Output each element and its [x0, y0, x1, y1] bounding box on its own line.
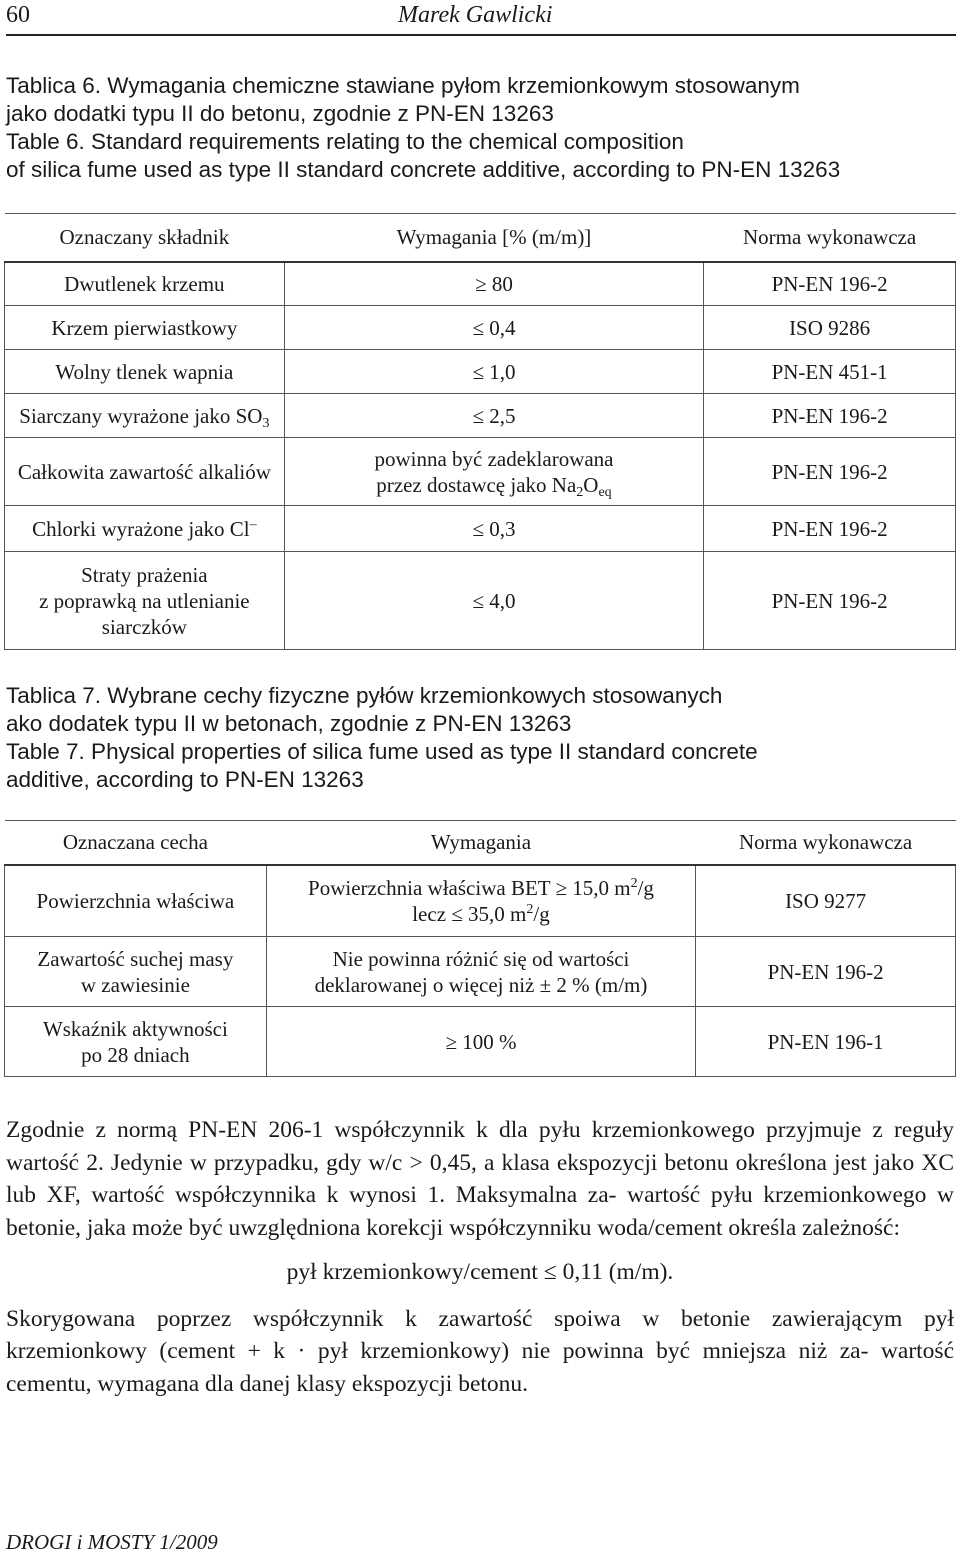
component-cell: Całkowita zawartość alkaliów: [5, 438, 285, 506]
requirement-line: [271, 901, 691, 927]
column-header: Wymagania [% (m/m)]: [284, 214, 703, 262]
table6-caption: [6, 72, 840, 184]
column-header: Oznaczany składnik: [5, 214, 285, 262]
requirement-line: Nie powinna różnić się od wartości: [332, 946, 630, 971]
component-cell: Wolny tlenek wapnia: [5, 350, 285, 394]
component-text: Chlorki wyrażone jako Cl: [32, 516, 250, 541]
requirement-cell: ≤ 0,4: [284, 306, 703, 350]
norm-cell: PN-EN 196-2: [696, 937, 956, 1007]
text-line: Skorygowana poprzez współczynnik k zawartość spoiwa w betonie zawierającym pył: [6, 1305, 954, 1332]
text-line: krzemionkowy (cement + k · pył krzemionkowy) nie powinna być mniejsza niż za-: [6, 1338, 869, 1364]
table-row: [5, 262, 956, 306]
superscript: 2: [630, 875, 638, 891]
component-cell: [5, 394, 285, 438]
table-row: [5, 394, 956, 438]
caption-line: additive, according to PN-EN 13263: [6, 767, 364, 792]
requirement-line: [289, 472, 699, 498]
table-row: [5, 1007, 956, 1077]
body-text: [6, 1114, 954, 1400]
norm-cell: PN-EN 196-2: [704, 552, 956, 650]
caption-line: Table 6. Standard requirements relating to the chemical composition: [6, 129, 684, 154]
requirement-text: /g: [637, 875, 654, 900]
component-line: z poprawką na utlenianie: [39, 588, 250, 613]
feature-line: po 28 dniach: [81, 1042, 190, 1067]
table-row: [5, 865, 956, 937]
component-cell: [5, 552, 285, 650]
table-row: [5, 552, 956, 650]
norm-cell: ISO 9286: [704, 306, 956, 350]
norm-cell: ISO 9277: [696, 865, 956, 937]
column-header: Norma wykonawcza: [696, 821, 956, 865]
requirement-cell: ≤ 0,3: [284, 506, 703, 552]
component-text: Siarczany wyrażone jako SO: [19, 403, 263, 428]
requirement-text: O: [583, 472, 599, 497]
table-header-row: [5, 214, 956, 262]
formula: pył krzemionkowy/cement ≤ 0,11 (m/m).: [286, 1259, 674, 1285]
norm-cell: PN-EN 451-1: [704, 350, 956, 394]
table-header-row: [5, 821, 956, 865]
feature-line: Zawartość suchej masy: [37, 946, 234, 971]
norm-cell: PN-EN 196-2: [704, 438, 956, 506]
feature-cell: [5, 1007, 267, 1077]
caption-line: of silica fume used as type II standard concrete additive, according to PN-EN 13263: [6, 157, 841, 182]
component-cell: Krzem pierwiastkowy: [5, 306, 285, 350]
requirement-text: lecz ≤ 35,0 m: [412, 901, 527, 926]
text-line: wartość cementu, wymagana dla danej klasy ekspozycji betonu.: [6, 1338, 955, 1397]
requirement-cell: [284, 438, 703, 506]
norm-cell: PN-EN 196-1: [696, 1007, 956, 1077]
paragraph: [6, 1303, 954, 1401]
feature-cell: Powierzchnia właściwa: [5, 865, 267, 937]
caption-line: Tablica 6. Wymagania chemiczne stawiane pyłom krzemionkowym stosowanym: [6, 73, 800, 98]
feature-line: w zawiesinie: [80, 972, 190, 997]
component-cell: [5, 506, 285, 552]
table-row: [5, 438, 956, 506]
subscript: 3: [262, 415, 270, 431]
requirement-cell: [266, 865, 695, 937]
requirement-line: [271, 875, 691, 901]
text-line: z reguły wartość 2. Jedynie w przypadku, gdy w/c > 0,45, a klasa ekspozycji betonu: [6, 1117, 955, 1176]
requirement-line: deklarowanej o więcej niż ± 2 % (m/m): [314, 972, 648, 997]
table-row: [5, 306, 956, 350]
caption-line: Tablica 7. Wybrane cechy fizyczne pyłów krzemionkowych stosowanych: [6, 683, 723, 708]
requirement-cell: ≤ 2,5: [284, 394, 703, 438]
norm-cell: PN-EN 196-2: [704, 506, 956, 552]
norm-cell: PN-EN 196-2: [704, 262, 956, 306]
column-header: Norma wykonawcza: [704, 214, 956, 262]
caption-line: Table 7. Physical properties of silica fume used as type II standard concrete: [6, 739, 758, 764]
caption-line: jako dodatki typu II do betonu, zgodnie z PN-EN 13263: [6, 101, 554, 126]
table-row: [5, 350, 956, 394]
running-header: [6, 0, 956, 36]
requirement-line: powinna być zadeklarowana: [374, 446, 614, 471]
feature-line: Wskaźnik aktywności: [42, 1016, 228, 1041]
text-line: określona jest jako XC lub XF, wartość współczynnika k wynosi 1. Maksymalna za-: [6, 1149, 954, 1208]
component-line: siarczków: [101, 614, 187, 639]
page-number: 60: [6, 2, 30, 28]
requirement-cell: ≤ 1,0: [284, 350, 703, 394]
header-author: Marek Gawlicki: [398, 2, 553, 28]
requirement-cell: [266, 937, 695, 1007]
journal-footer: DROGI i MOSTY 1/2009: [6, 1530, 218, 1554]
text-line: wartość pyłu krzemionkowego w betonie, jaka może być uwzględniona korekcji: [6, 1182, 955, 1241]
text-line: Zgodnie z normą PN-EN 206-1 współczynnik k dla pyłu krzemionkowego przyjmuje: [6, 1117, 862, 1143]
caption-line: ako dodatek typu II w betonach, zgodnie z PN-EN 13263: [6, 711, 572, 736]
table-row: [5, 937, 956, 1007]
superscript: –: [249, 516, 257, 532]
requirement-text: przez dostawcę jako Na: [376, 472, 577, 497]
component-cell: Dwutlenek krzemu: [5, 262, 285, 306]
chemical-requirements-table: [4, 213, 956, 650]
requirement-cell: ≥ 100 %: [266, 1007, 695, 1077]
column-header: Oznaczana cecha: [5, 821, 267, 865]
subscript: eq: [598, 484, 612, 500]
component-line: Straty prażenia: [81, 562, 208, 587]
paragraph: [6, 1114, 954, 1244]
requirement-cell: ≥ 80: [284, 262, 703, 306]
column-header: Wymagania: [266, 821, 695, 865]
requirement-cell: ≤ 4,0: [284, 552, 703, 650]
table-row: [5, 506, 956, 552]
subscript: 2: [576, 484, 584, 500]
text-line: współczynniku woda/cement określa zależność:: [449, 1214, 900, 1241]
table7-caption: [6, 682, 758, 794]
feature-cell: [5, 937, 267, 1007]
requirement-text: Powierzchnia właściwa BET ≥ 15,0 m: [308, 875, 631, 900]
requirement-text: /g: [533, 901, 550, 926]
physical-properties-table: [4, 820, 956, 1077]
norm-cell: PN-EN 196-2: [704, 394, 956, 438]
superscript: 2: [526, 901, 534, 917]
